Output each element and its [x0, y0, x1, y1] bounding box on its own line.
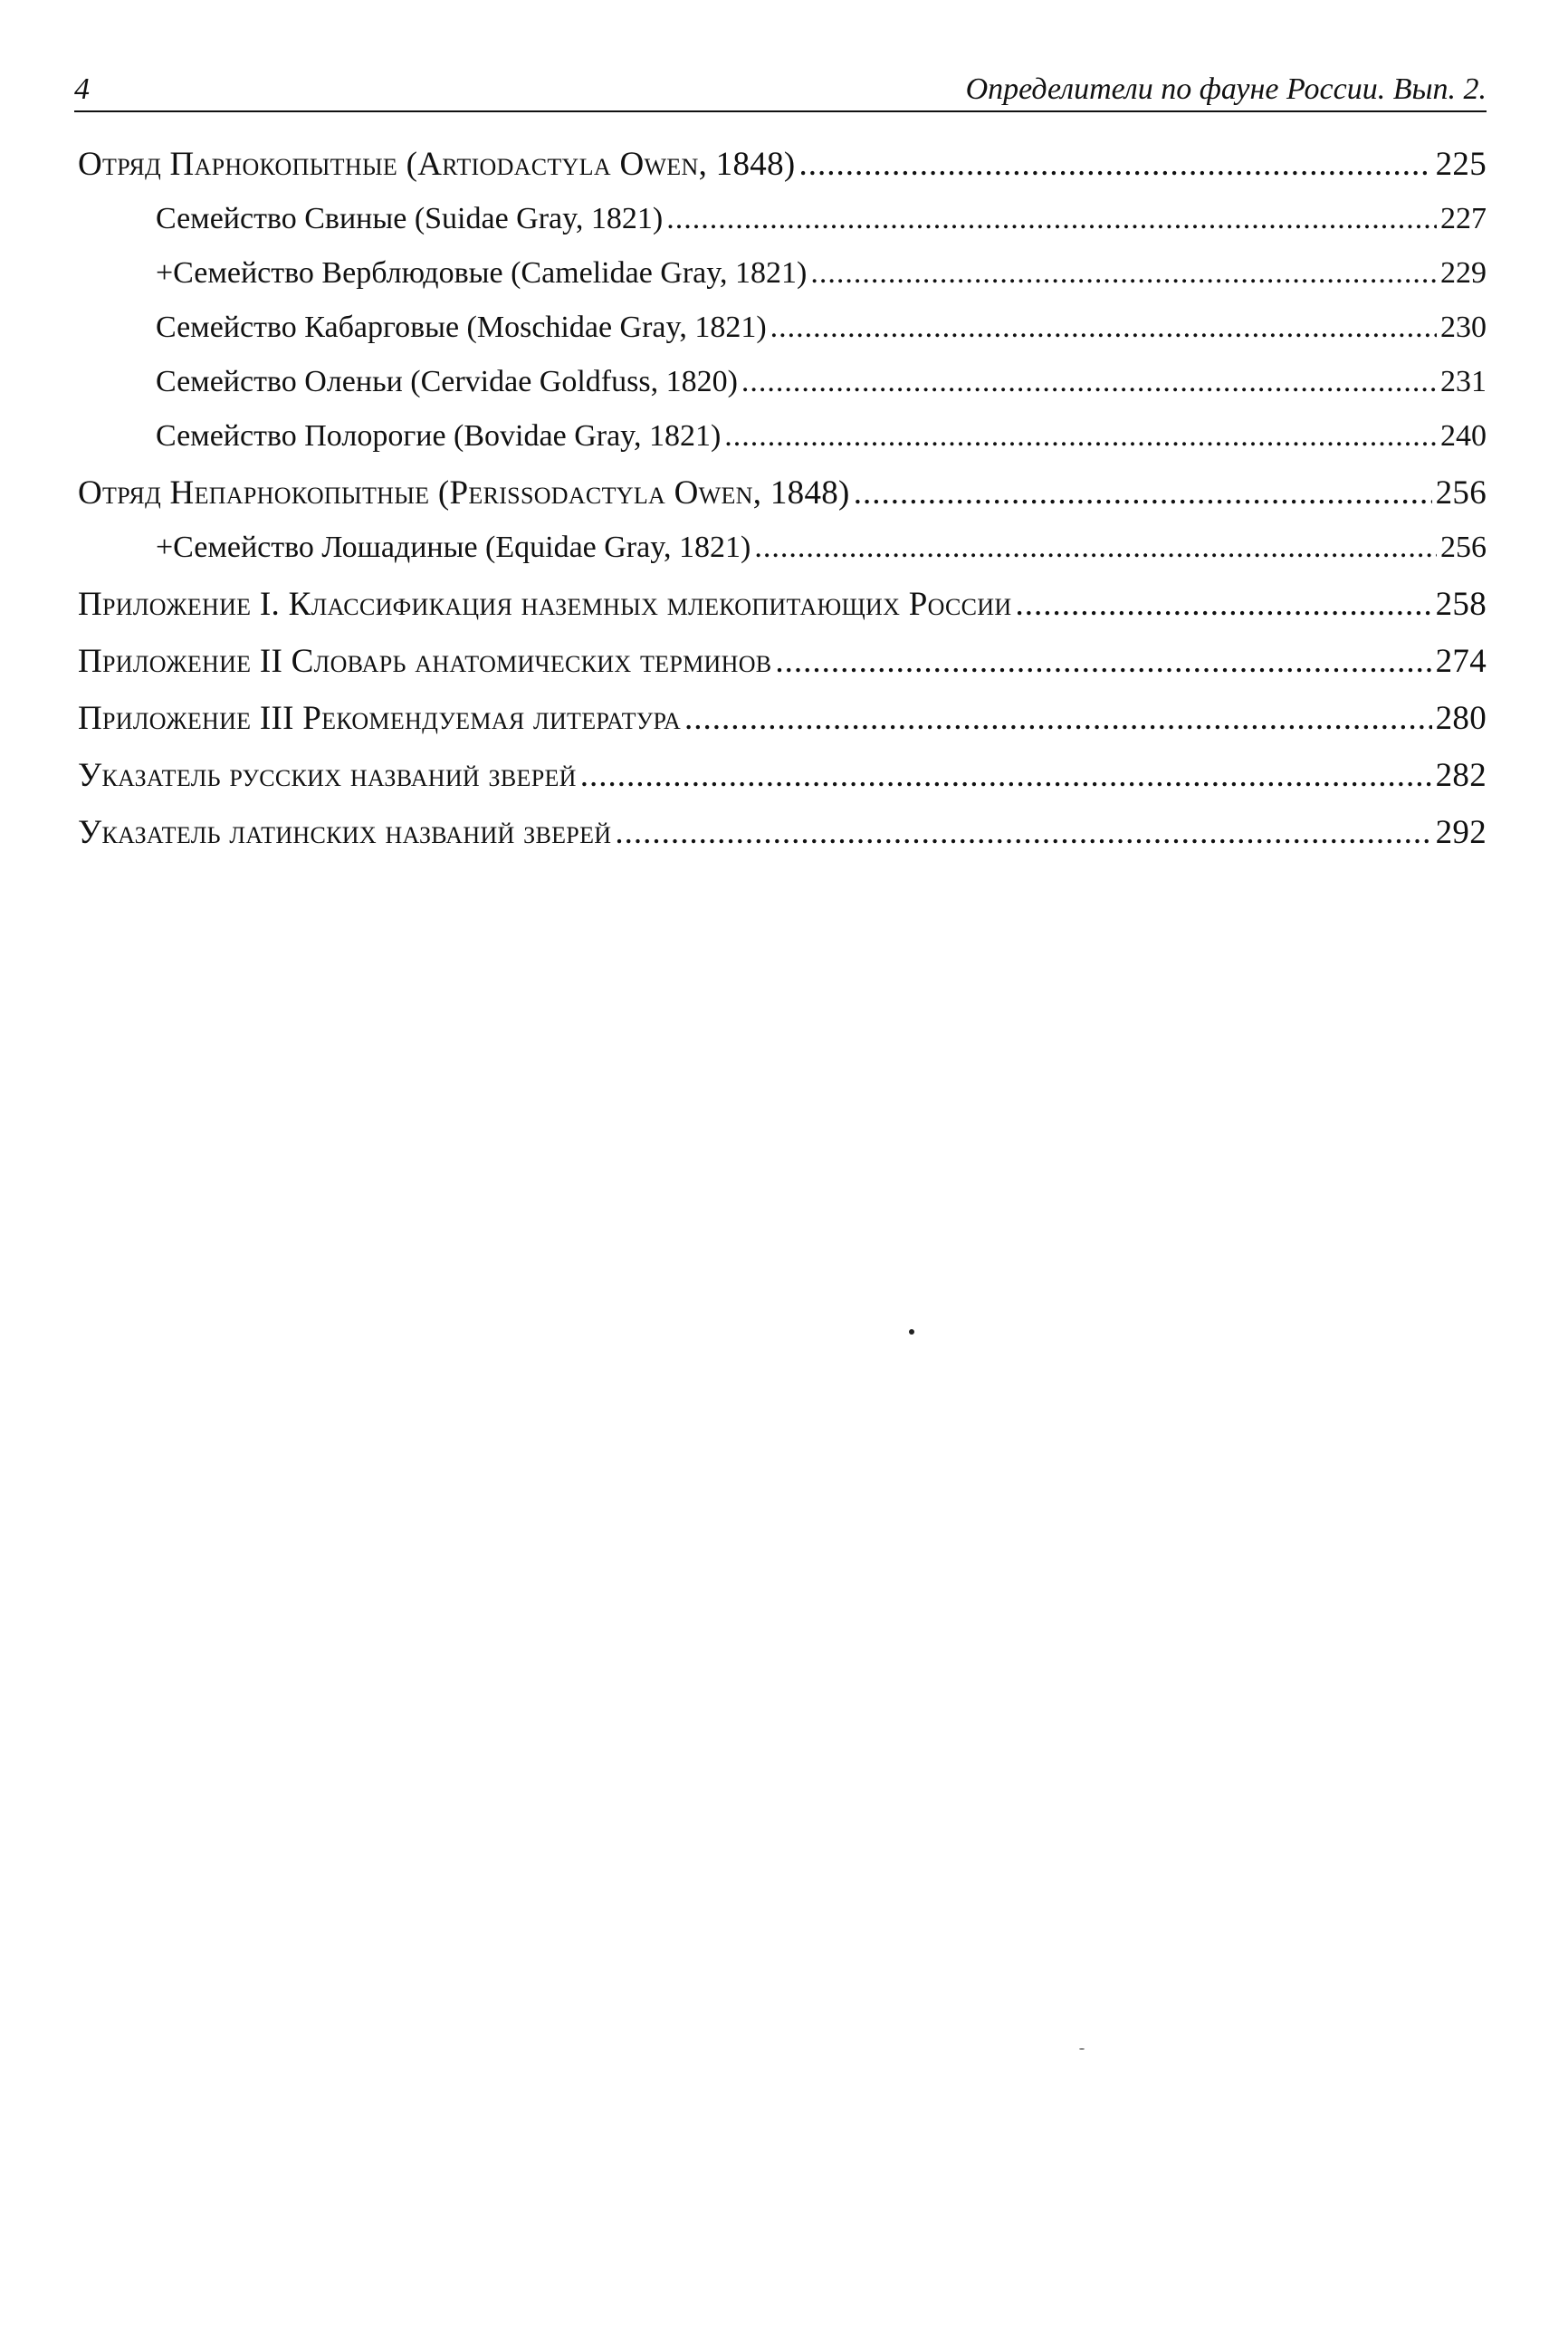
table-of-contents — [78, 145, 1487, 870]
toc-entry-title: Приложение III Рекомендуемая литература — [78, 700, 682, 737]
toc-entry-title: Отряд Парнокопытные (Artiodactyla Owen, 1848) — [78, 146, 796, 183]
toc-entry-family-equidae — [78, 531, 1487, 585]
toc-entry-order-artiodactyla — [78, 145, 1487, 202]
dot-leader — [724, 419, 1437, 454]
toc-entry-page: 274 — [1435, 643, 1487, 680]
dot-leader — [770, 311, 1437, 345]
dot-leader — [741, 365, 1437, 399]
dot-leader — [580, 756, 1432, 795]
toc-entry-title: Семейство Оленьи (Cervidae Goldfuss, 1820) — [156, 365, 738, 398]
toc-entry-latin-index — [78, 813, 1487, 870]
running-header — [74, 63, 1487, 112]
toc-entry-title: Отряд Непарнокопытные (Perissodactyla Owen, 1848) — [78, 474, 850, 512]
toc-entry-page: 280 — [1435, 700, 1487, 737]
toc-entry-russian-index — [78, 756, 1487, 813]
toc-entry-title: Семейство Полорогие (Bovidae Gray, 1821) — [156, 419, 722, 453]
toc-entry-title: Семейство Кабарговые (Moschidae Gray, 1821) — [156, 311, 767, 344]
dot-leader — [684, 699, 1432, 738]
running-title: Определители по фауне России. Вып. 2. — [965, 72, 1487, 106]
dot-leader — [615, 813, 1431, 852]
toc-entry-title: Приложение II Словарь анатомических терминов — [78, 643, 772, 680]
toc-entry-title: Указатель русских названий зверей — [78, 757, 577, 794]
toc-entry-title: Приложение I. Классификация наземных млекопитающих России — [78, 586, 1012, 623]
toc-entry-family-cervidae — [78, 365, 1487, 419]
dot-leader — [798, 145, 1431, 184]
toc-entry-appendix-2 — [78, 642, 1487, 699]
toc-entry-page: 231 — [1440, 365, 1487, 398]
scan-speck — [1079, 2048, 1085, 2050]
toc-entry-page: 230 — [1440, 311, 1487, 344]
dot-leader — [810, 256, 1437, 291]
dot-leader — [854, 474, 1432, 512]
toc-entry-appendix-3 — [78, 699, 1487, 756]
dot-leader — [754, 531, 1437, 565]
toc-entry-order-perissodactyla — [78, 474, 1487, 531]
toc-entry-page: 258 — [1435, 586, 1487, 623]
toc-entry-title: Указатель латинских названий зверей — [78, 814, 612, 851]
toc-entry-page: 240 — [1440, 419, 1487, 453]
dot-leader — [775, 642, 1431, 681]
toc-entry-page: 225 — [1435, 146, 1487, 183]
dot-leader — [1015, 585, 1431, 624]
dot-leader — [666, 202, 1437, 236]
toc-entry-family-bovidae — [78, 419, 1487, 474]
toc-entry-family-suidae — [78, 202, 1487, 256]
toc-entry-title: +Семейство Лошадиные (Equidae Gray, 1821) — [156, 531, 751, 564]
toc-entry-page: 282 — [1435, 757, 1487, 794]
toc-entry-title: Семейство Свиные (Suidae Gray, 1821) — [156, 202, 664, 235]
toc-entry-page: 292 — [1435, 814, 1487, 851]
toc-entry-page: 256 — [1435, 474, 1487, 512]
toc-entry-page: 229 — [1440, 256, 1487, 290]
toc-entry-page: 227 — [1440, 202, 1487, 235]
toc-entry-title: +Семейство Верблюдовые (Camelidae Gray, 1821) — [156, 256, 808, 290]
toc-entry-page: 256 — [1440, 531, 1487, 564]
toc-entry-appendix-1 — [78, 585, 1487, 642]
toc-entry-family-moschidae — [78, 311, 1487, 365]
page-number: 4 — [74, 72, 90, 106]
toc-entry-family-camelidae — [78, 256, 1487, 311]
scan-speck — [909, 1329, 914, 1335]
